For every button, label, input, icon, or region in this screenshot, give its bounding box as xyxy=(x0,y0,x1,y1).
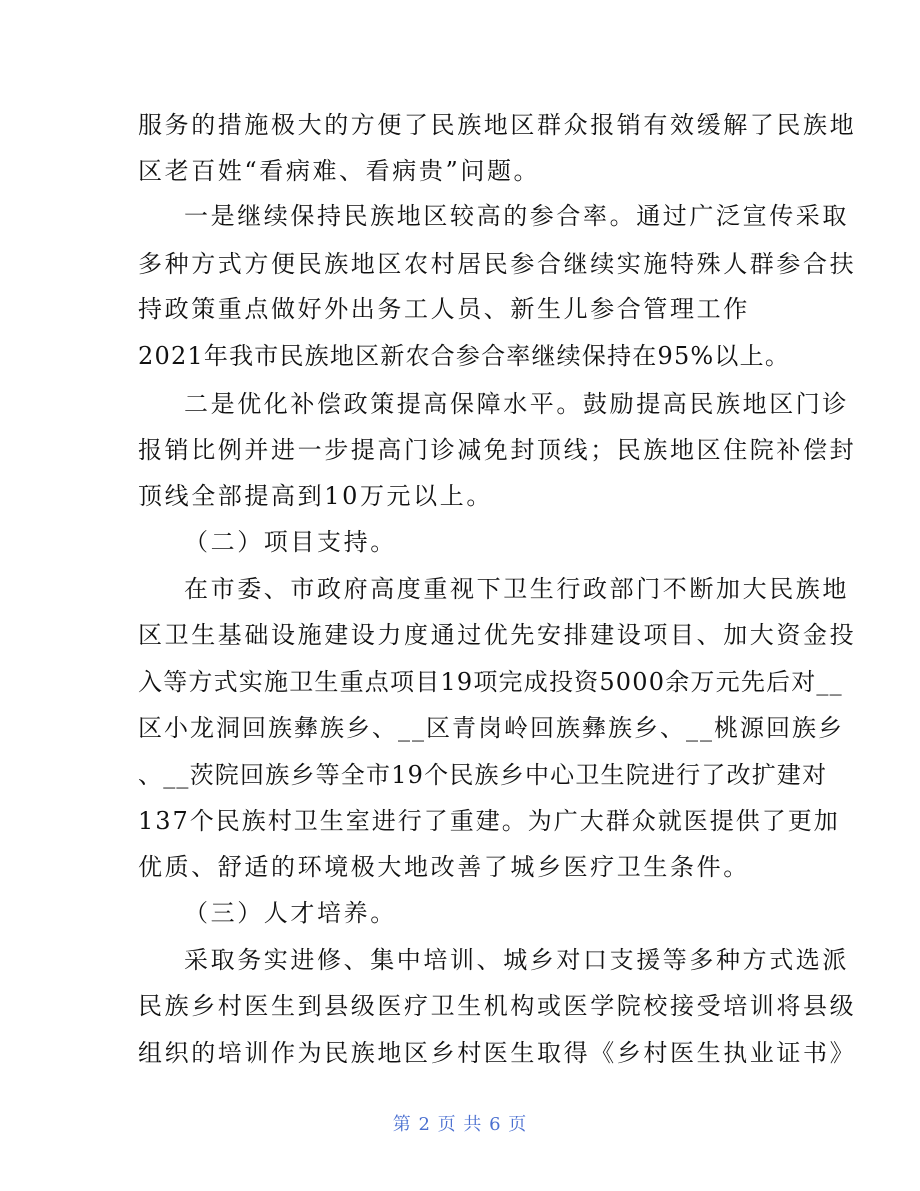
body-line: 持政策重点做好外出务工人员、新生儿参合管理工作 xyxy=(138,295,750,323)
body-line: 137个民族村卫生室进行了重建。为广大群众就医提供了更加 xyxy=(138,807,840,835)
body-line: 一是继续保持民族地区较高的参合率。通过广泛宣传采取 xyxy=(184,202,849,230)
body-line: 区老百姓“看病难、看病贵”问题。 xyxy=(138,157,541,185)
section-heading: （二）项目支持。 xyxy=(184,528,397,556)
body-line: 多种方式方便民族地区农村居民参合继续实施特殊人群参合扶 xyxy=(138,250,857,278)
body-line: 区卫生基础设施建设力度通过优先安排建设项目、加大资金投 xyxy=(138,621,857,649)
body-line: 顶线全部提高到10万元以上。 xyxy=(138,482,493,510)
body-line: 服务的措施极大的方便了民族地区群众报销有效缓解了民族地 xyxy=(138,111,857,139)
body-line: 优质、舒适的环境极大地改善了城乡医疗卫生条件。 xyxy=(138,853,750,881)
body-line: 在市委、市政府高度重视下卫生行政部门不断加大民族地 xyxy=(184,575,849,603)
page-number-footer: 第 2 页 共 6 页 xyxy=(392,1114,528,1135)
body-line: 民族乡村医生到县级医疗卫生机构或医学院校接受培训将县级 xyxy=(138,992,857,1020)
body-line: 组织的培训作为民族地区乡村医生取得《乡村医生执业证书》 xyxy=(138,1039,857,1067)
body-line: 入等方式实施卫生重点项目19项完成投资5000余万元先后对__ xyxy=(138,668,843,696)
body-line: 报销比例并进一步提高门诊减免封顶线；民族地区住院补偿封 xyxy=(138,436,857,464)
body-line: 采取务实进修、集中培训、城乡对口支援等多种方式选派 xyxy=(184,946,849,974)
body-line: 2021年我市民族地区新农合参合率继续保持在95%以上。 xyxy=(138,342,791,370)
section-heading: （三）人才培养。 xyxy=(184,899,397,927)
body-line: 、__茨院回族乡等全市19个民族乡中心卫生院进行了改扩建对 xyxy=(138,761,828,789)
body-line: 二是优化补偿政策提高保障水平。鼓励提高民族地区门诊 xyxy=(184,390,849,418)
body-line: 区小龙洞回族彝族乡、__区青岗岭回族彝族乡、__桃源回族乡 xyxy=(138,714,844,742)
